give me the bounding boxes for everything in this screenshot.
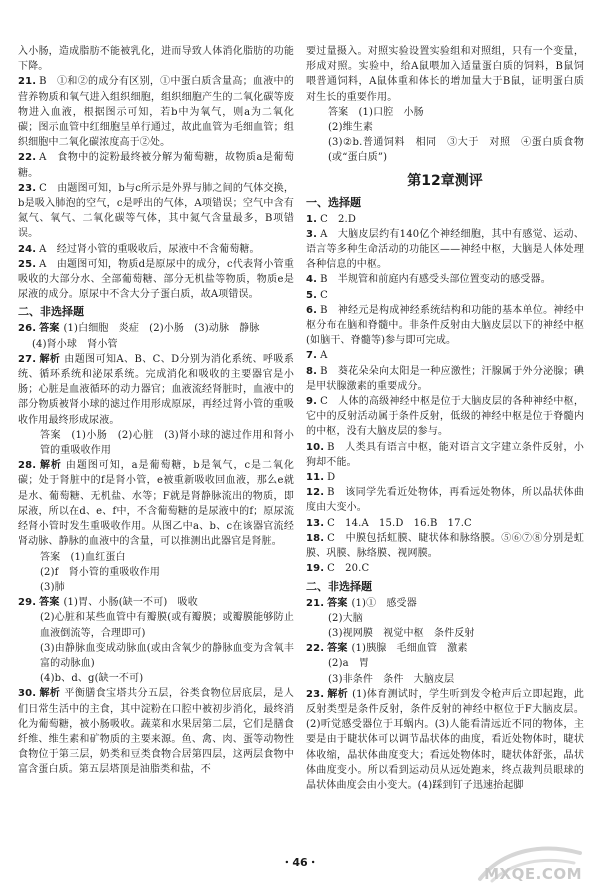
watermark-text: MXQE.COM: [484, 865, 582, 883]
question-8: [306, 364, 584, 394]
question-21: [306, 596, 584, 611]
text-content: D: [327, 472, 336, 484]
text-content: 答案 (1)口腔 小肠: [328, 106, 424, 118]
text-line: [306, 120, 584, 135]
text-content: (2)f 肾小管的重吸收作用: [40, 566, 160, 578]
answer-label: 答案: [39, 597, 60, 609]
question-30: [18, 686, 294, 777]
text-line: [18, 641, 294, 671]
question-number: 21.: [18, 76, 37, 88]
answer-label: 解析: [39, 688, 61, 700]
text-content: (2)大脑: [328, 612, 363, 624]
question-13: [306, 516, 584, 531]
answer-label: 答案: [39, 323, 60, 335]
question-number: 1.: [306, 213, 318, 225]
question-number: 23.: [306, 688, 325, 700]
text-content: A 食物中的淀粉最终被分解为葡萄糖，故物质a是葡萄糖。: [18, 152, 294, 179]
text-line: [306, 626, 584, 641]
text-content: 答案 (1)小肠 (2)心脏 (3)肾小球的滤过作用和肾小管的重吸收作用: [40, 429, 294, 457]
question-6: [306, 303, 584, 349]
text-content: (4)肾小球 肾小管: [32, 338, 118, 350]
question-number: 21.: [306, 597, 325, 609]
right-column: [306, 44, 584, 793]
answer-label: 解析: [327, 688, 349, 700]
text-content: 要过量摄入。对照实验设置实验组和对照组，只有一个变量，形成对照。实验中，给A鼠喂加入适量蛋白质的饲料，B鼠饲喂普通饲料，A鼠体重和体长的增加量大于B鼠，证明蛋白质对生长的重要作用。: [306, 46, 584, 103]
text-content: (3)非条件 条件 大脑皮层: [328, 673, 455, 685]
text-line: [18, 337, 294, 352]
question-number: 5.: [306, 289, 318, 301]
text-line: [306, 105, 584, 120]
question-number: 29.: [18, 597, 37, 609]
text-line: [18, 428, 294, 458]
text-content: C 由题图可知，b与c所示是外界与肺之间的气体交换，b是吸入肺泡的空气，c是呼出的气体，A项错误；空气中含有氮气、氧气、二氧化碳等气体，其中氮气含量最多，B项错误。: [18, 182, 294, 240]
question-23: [306, 687, 584, 793]
text-content: 由题图可知，a是葡萄糖，b是氧气，c是二氧化碳；处于肾脏中的f是肾小管，e被重新吸收回血液，那么e就是水、葡萄糖、无机盐、水等；F就是肾静脉流出的物质，即尿液，所以在d、e、f中，不含葡萄糖的是尿液中的f；原尿流经肾小管时发生重吸收作用。从图乙中a、b、c在该器官流经肾动脉、静脉的血液中的含量，可以推测出此器官是肾脏。: [18, 460, 294, 548]
text-line: [306, 44, 584, 105]
question-number: 19.: [306, 563, 325, 575]
answer-label: 答案: [327, 597, 348, 609]
text-content: (3)肺: [40, 581, 65, 593]
text-content: 答案 (1)血红蛋白: [40, 551, 126, 563]
text-content: (2)心脏和某些血管中有瓣膜(或有瓣膜；或瓣膜能够防止血液倒流等，合理即可): [40, 612, 294, 639]
question-number: 18.: [306, 532, 325, 544]
text-line: [306, 672, 584, 687]
text-line: [18, 610, 294, 640]
question-29: [18, 595, 294, 610]
question-4: [306, 272, 584, 287]
text-content: 入小肠，造成脂肪不能被乳化，进而导致人体消化脂肪的功能下降。: [18, 46, 294, 73]
question-12: [306, 485, 584, 515]
text-content: (1)① 感受器: [351, 597, 417, 609]
question-26: [18, 321, 294, 336]
text-content: A 大脑皮层约有140亿个神经细胞，其中有感觉、运动、语言等多种生命活动的功能区——神经中枢，大脑是人体处理各种信息的中枢。: [306, 228, 584, 271]
question-10: [306, 440, 584, 470]
text-line: [18, 565, 294, 580]
text-content: A: [320, 350, 328, 362]
page-number: ・46・: [281, 856, 319, 869]
question-number: 4.: [306, 274, 318, 286]
text-content: B ①和②的成分有区别，①中蛋白质含量高；血液中的营养物质和氧气进入组织细胞，组织细胞产生的二氧化碳等废物进入血液，根据图示可知，若b中为氧气，则a为二氧化碳；图示血管中红细胞呈单行通过，故此血管为毛细血管；组织细胞中二氧化碳浓度高于②处。: [18, 76, 294, 149]
text-line: [306, 611, 584, 626]
text-content: (3)视网膜 视觉中枢 条件反射: [328, 627, 475, 639]
question-number: 8.: [306, 365, 318, 377]
question-number: 22.: [306, 643, 325, 655]
question-1: [306, 212, 584, 227]
question-25: [18, 257, 294, 303]
question-number: 11.: [306, 472, 325, 484]
question-number: 25.: [18, 258, 37, 270]
question-19: [306, 561, 584, 576]
question-number: 28.: [18, 460, 37, 472]
question-number: 23.: [18, 182, 37, 194]
question-5: [306, 288, 584, 303]
question-9: [306, 394, 584, 440]
text-content: (2)维生素: [328, 122, 374, 134]
text-content: (4)b、d、g(缺一不可): [40, 673, 144, 685]
question-number: 22.: [18, 152, 37, 164]
answer-label: 答案: [327, 643, 348, 655]
question-number: 13.: [306, 517, 325, 529]
chapter-title: 第12章测评: [407, 172, 483, 189]
question-number: 9.: [306, 396, 318, 408]
text-content: C 中膜包括虹膜、睫状体和脉络膜。⑤⑥⑦⑧分别是虹膜、巩膜、脉络膜、视网膜。: [306, 532, 584, 560]
question-number: 24.: [18, 243, 37, 255]
answer-label: 解析: [39, 353, 61, 365]
text-content: C 14.A 15.D 16.B 17.C: [327, 517, 472, 529]
text-content: (1)胰腺 毛细血管 激素: [351, 643, 468, 655]
text-content: B 半规管和前庭内有感受头部位置变动的感受器。: [320, 274, 551, 286]
section-heading: 二、非选择题: [18, 305, 84, 319]
question-27: [18, 352, 294, 428]
text-content: 由题图可知A、B、C、D分别为消化系统、呼吸系统、循环系统和泌尿系统。完成消化和吸收的主要器官是小肠；心脏是血液循环的动力器官；血液流经肾脏时，血液中的部分物质被肾小球的滤过作用形成原尿，再经过肾小管的重吸收作用最终形成尿液。: [18, 353, 294, 426]
text-content: B 葵花朵朵向太阳是一种应激性；汗腺属于外分泌腺；碘是甲状腺激素的重要成分。: [306, 365, 584, 392]
text-content: C 20.C: [327, 563, 370, 575]
text-line: [306, 656, 584, 671]
question-number: 26.: [18, 323, 37, 335]
text-line: [18, 671, 294, 686]
text-content: B 人类具有语言中枢，能对语言文字建立条件反射，小狗却不能。: [306, 441, 584, 468]
text-content: (2)a 胃: [328, 658, 370, 670]
text-content: C 人体的高级神经中枢是位于大脑皮层的各种神经中枢，它中的反射活动属于条件反射，低级的神经中枢是位于脊髓内的中枢，没有大脑皮层的参与。: [306, 396, 584, 438]
question-28: [18, 458, 294, 549]
question-22: [18, 150, 294, 180]
text-content: (3)②b.普通饲料 相同 ③大于 对照 ④蛋白质食物(或“蛋白质”): [328, 137, 584, 164]
question-18: [306, 531, 584, 561]
question-number: 27.: [18, 353, 37, 365]
question-number: 3.: [306, 228, 318, 240]
text-content: C 2.D: [320, 213, 357, 225]
text-line: [306, 135, 584, 165]
question-number: 10.: [306, 441, 325, 453]
text-line: [18, 550, 294, 565]
text-content: C: [320, 289, 328, 301]
question-21: [18, 74, 294, 150]
question-number: 12.: [306, 487, 325, 499]
text-content: 平衡膳食宝塔共分五层，谷类食物位居底层，是人们日常生活中的主食，其中淀粉在口腔中被初步消化，最终消化为葡萄糖，被小肠吸收。蔬菜和水果居第二层，它们是膳食纤维、维生素和矿物质的主要来源。鱼、禽、肉、蛋等动物性食物位于第三层，奶类和豆类食物合居第四层，这两层食物中富含蛋白质。第五层塔顶是油脂类和盐，不: [18, 688, 294, 776]
text-content: B 神经元是构成神经系统结构和功能的基本单位。神经中枢分布在脑和脊髓中。非条件反射由大脑皮层以下的神经中枢(如脑干、脊髓等)参与即可完成。: [306, 304, 584, 347]
text-line: [18, 44, 294, 74]
question-number: 7.: [306, 350, 318, 362]
answer-label: 解析: [39, 460, 62, 472]
left-column: [18, 44, 294, 778]
text-content: (1)白细胞 炎症 (2)小肠 (3)动脉 静脉: [63, 323, 260, 335]
section-heading: 一、选择题: [306, 195, 361, 209]
question-24: [18, 242, 294, 257]
text-content: (3)由静脉血变成动脉血(或由含氧少的静脉血变为含氧丰富的动脉血): [40, 642, 294, 669]
text-content: (1)体育测试时，学生听到发令枪声后立即起跑，此反射类型是条件反射，条件反射的神经中枢位于F大脑皮层。(2)听觉感受器位于耳蜗内。(3)人能看清远近不同的物体，主要是由于睫状体可以调节晶状体的曲度，看近处物体时，睫状体收缩，晶状体曲度变大；看远处物体时，睫状体舒张，晶状体曲度变小。所以看到运动员从远处跑来，终点裁判员眼球的晶状体曲度会由小变大。(4)踩到钉子迅速抬起脚: [306, 688, 584, 791]
question-23: [18, 181, 294, 242]
section-heading: 二、非选择题: [306, 579, 372, 593]
question-3: [306, 227, 584, 273]
text-line: [18, 580, 294, 595]
text-content: B 该同学先看近处物体，再看远处物体，所以晶状体曲度由大变小。: [306, 487, 584, 514]
question-number: 30.: [18, 688, 37, 700]
question-7: [306, 348, 584, 363]
text-content: (1)胃、小肠(缺一不可) 吸收: [63, 597, 198, 609]
text-content: A 经过肾小管的重吸收后，尿液中不含葡萄糖。: [39, 243, 260, 255]
question-22: [306, 641, 584, 656]
question-number: 6.: [306, 304, 318, 316]
question-11: [306, 470, 584, 485]
text-content: A 由题图可知，物质d是原尿中的成分，c代表肾小管重吸收的大部分水、全部葡萄糖、部分无机盐等物质，物质e是尿液的成分。原尿中不含大分子蛋白质，故A项错误。: [18, 258, 294, 301]
